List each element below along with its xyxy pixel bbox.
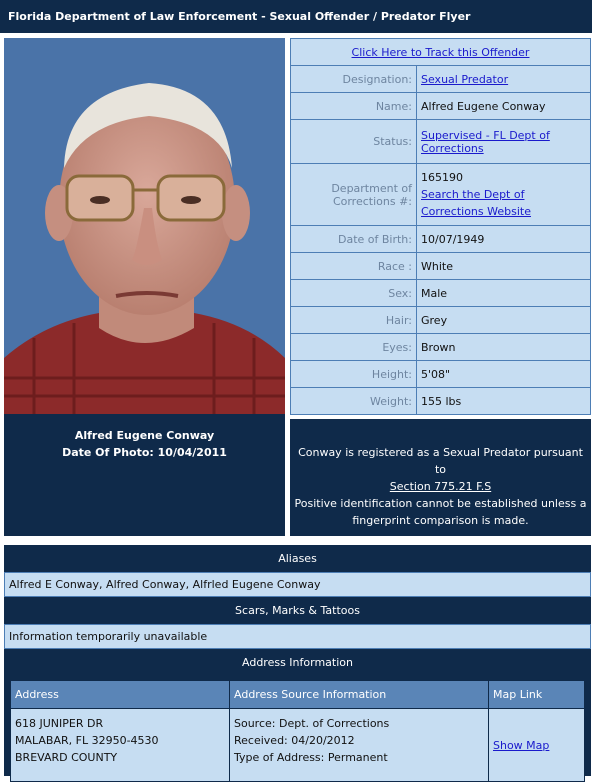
address-street: 618 JUNIPER DR	[15, 717, 104, 730]
address-col-header: Address	[11, 681, 230, 709]
detail-label: Sex:	[291, 280, 417, 307]
address-source: Source: Dept. of Corrections	[234, 717, 390, 730]
detail-label: Department of Corrections #:	[291, 164, 417, 226]
track-offender-link[interactable]: Click Here to Track this Offender	[351, 45, 530, 59]
track-offender-row	[291, 39, 591, 66]
detail-row-name	[291, 93, 591, 120]
detail-value: White	[417, 253, 591, 280]
detail-row-eyes	[291, 334, 591, 361]
aliases-heading: Aliases	[4, 545, 591, 572]
search-doc-link[interactable]: Search the Dept of Corrections Website	[421, 188, 531, 218]
detail-label: Height:	[291, 361, 417, 388]
photo-caption	[4, 414, 285, 536]
detail-row-dob	[291, 226, 591, 253]
detail-label: Race :	[291, 253, 417, 280]
designation-link[interactable]: Sexual Predator	[421, 72, 509, 86]
detail-value: 155 lbs	[417, 388, 591, 415]
scars-heading: Scars, Marks & Tattoos	[4, 597, 591, 624]
address-type: Type of Address: Permanent	[234, 751, 388, 764]
detail-value: Grey	[417, 307, 591, 334]
aliases-text: Alfred E Conway, Alfred Conway, Alfrled Eugene Conway	[4, 572, 591, 597]
address-table-wrap	[4, 676, 591, 776]
registration-notice	[290, 419, 591, 536]
offender-name-caption: Alfred Eugene Conway	[74, 429, 215, 442]
detail-label: Weight:	[291, 388, 417, 415]
address-received: Received: 04/20/2012	[234, 734, 355, 747]
detail-row-doc-number	[291, 164, 591, 226]
detail-value: 10/07/1949	[417, 226, 591, 253]
detail-row-sex	[291, 280, 591, 307]
detail-label: Name:	[291, 93, 417, 120]
address-table	[10, 680, 585, 782]
notice-line-2: Positive identification cannot be established unless a fingerprint comparison is made.	[294, 497, 587, 527]
detail-row-height	[291, 361, 591, 388]
detail-value: 5'08"	[417, 361, 591, 388]
detail-row-status	[291, 120, 591, 164]
statute-link[interactable]: Section 775.21 F.S	[389, 480, 492, 493]
address-city: MALABAR, FL 32950-4530	[15, 734, 159, 747]
address-county: BREVARD COUNTY	[15, 751, 118, 764]
detail-row-weight	[291, 388, 591, 415]
detail-label: Status:	[291, 120, 417, 164]
status-link[interactable]: Supervised - FL Dept of Corrections	[421, 128, 550, 155]
detail-value: Brown	[417, 334, 591, 361]
address-row	[11, 709, 585, 782]
lower-sections	[4, 545, 591, 776]
detail-row-race	[291, 253, 591, 280]
page-title: Florida Department of Law Enforcement - Sexual Offender / Predator Flyer	[0, 0, 592, 33]
detail-label: Date of Birth:	[291, 226, 417, 253]
address-heading: Address Information	[4, 649, 591, 676]
source-col-header: Address Source Information	[230, 681, 489, 709]
detail-label: Designation:	[291, 66, 417, 93]
notice-line-1: Conway is registered as a Sexual Predator pursuant to	[298, 446, 583, 476]
offender-details-table	[290, 38, 591, 415]
detail-label: Hair:	[291, 307, 417, 334]
scars-text: Information temporarily unavailable	[4, 624, 591, 649]
detail-row-designation	[291, 66, 591, 93]
detail-value: Alfred Eugene Conway	[417, 93, 591, 120]
map-col-header: Map Link	[489, 681, 585, 709]
detail-value: Male	[417, 280, 591, 307]
show-map-link[interactable]: Show Map	[493, 738, 550, 752]
photo-date: Date Of Photo: 10/04/2011	[62, 446, 227, 459]
detail-row-hair	[291, 307, 591, 334]
detail-label: Eyes:	[291, 334, 417, 361]
offender-photo	[4, 38, 285, 414]
detail-value: 165190	[421, 171, 463, 184]
